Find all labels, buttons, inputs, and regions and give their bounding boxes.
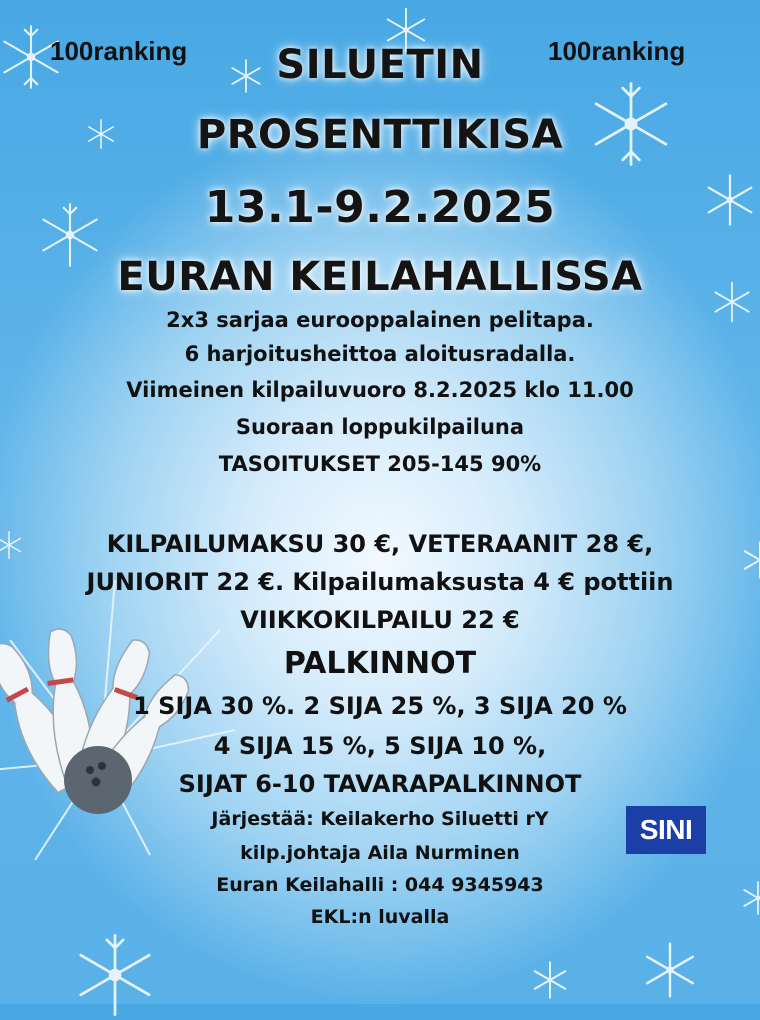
snowflake-icon <box>640 940 700 1000</box>
title-venue: EURAN KEILAHALLISSA <box>117 254 643 300</box>
organizer-line-4: EKL:n luvalla <box>310 906 450 928</box>
ranking-label-left: 100ranking <box>50 36 188 66</box>
prize-line-3: SIJAT 6-10 TAVARAPALKINNOT <box>178 770 582 798</box>
handicap: TASOITUKSET 205-145 90% <box>218 452 542 476</box>
fee-line-1: KILPAILUMAKSU 30 €, VETERAANIT 28 €, <box>106 530 654 558</box>
prize-line-2: 4 SIJA 15 %, 5 SIJA 10 %, <box>213 732 547 760</box>
organizer-line-3: Euran Keilahalli : 044 9345943 <box>216 874 544 896</box>
sponsor-logo: SINI <box>626 806 706 854</box>
last-turn: Viimeinen kilpailuvuoro 8.2.2025 klo 11.00 <box>126 378 634 402</box>
title-line-2: PROSENTTIKISA <box>196 112 564 158</box>
snowflake-icon <box>530 960 570 1000</box>
title-line-1: SILUETIN <box>276 42 484 88</box>
prize-line-1: 1 SIJA 30 %. 2 SIJA 25 %, 3 SIJA 20 % <box>133 692 627 720</box>
title-dates: 13.1-9.2.2025 <box>204 182 556 233</box>
fee-line-3: VIIKKOKILPAILU 22 € <box>240 606 520 634</box>
prizes-heading: PALKINNOT <box>283 646 477 681</box>
organizer-line-2: kilp.johtaja Aila Nurminen <box>240 842 520 864</box>
final-format: Suoraan loppukilpailuna <box>235 415 525 439</box>
practice-throws: 6 harjoitusheittoa aloitusradalla. <box>184 342 576 366</box>
game-format: 2x3 sarjaa eurooppalainen pelitapa. <box>166 308 594 332</box>
organizer-line-1: Järjestää: Keilakerho Siluetti rY <box>211 808 549 830</box>
fee-line-2: JUNIORIT 22 €. Kilpailumaksusta 4 € pottiin <box>86 568 674 596</box>
snowflake-icon <box>70 930 160 1020</box>
ranking-label-right: 100ranking <box>548 36 686 66</box>
